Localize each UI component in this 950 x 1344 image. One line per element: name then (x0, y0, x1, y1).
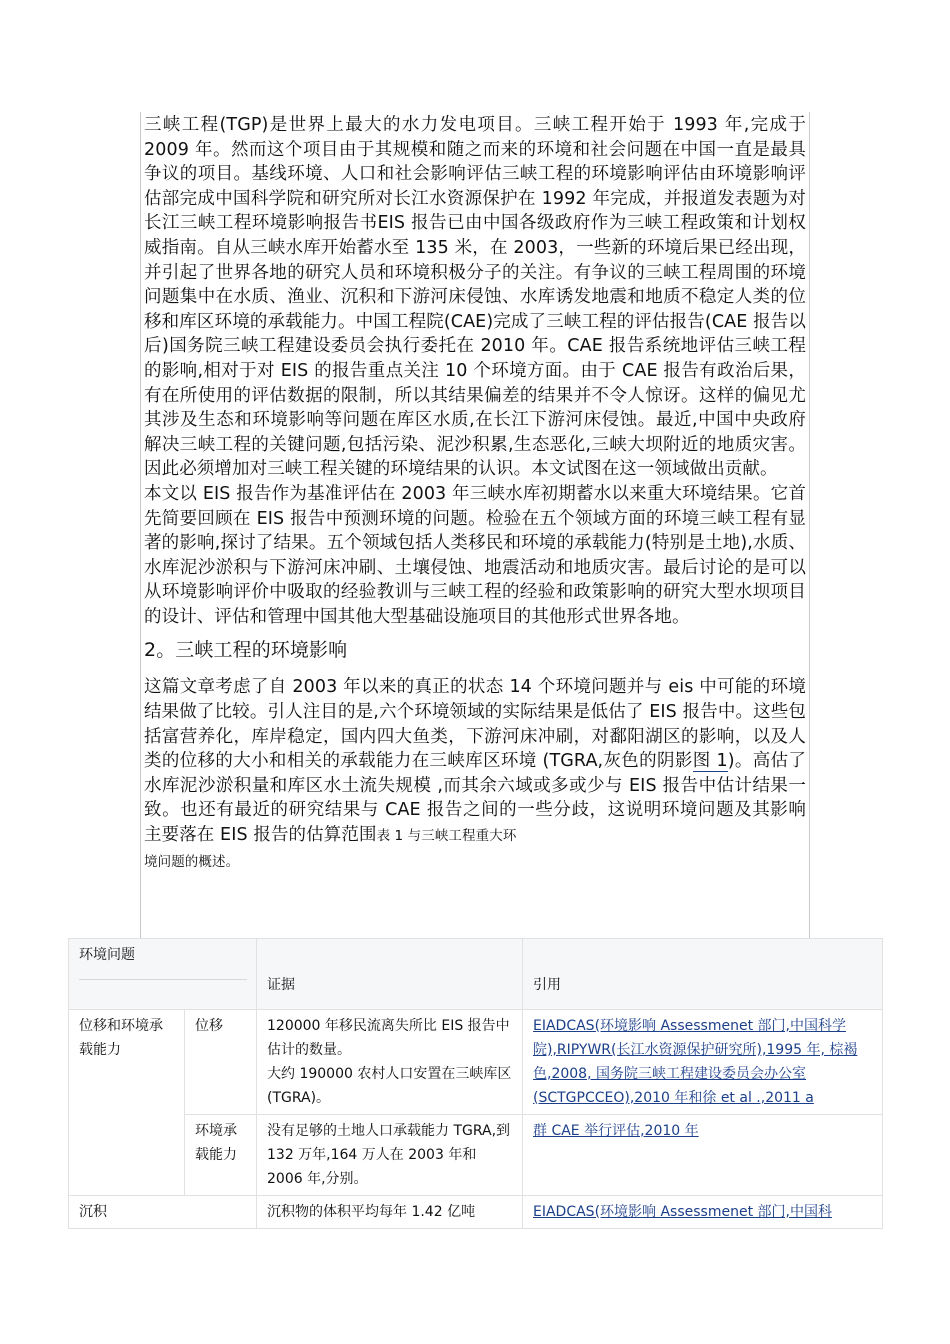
row-citation (523, 1010, 883, 1115)
table-row (69, 1196, 883, 1229)
table-caption-b: 境问题的概述。 (144, 853, 240, 870)
article-body (144, 113, 806, 874)
table-header-row (69, 939, 883, 1010)
row-evidence (257, 1010, 523, 1115)
row-category: 沉积 (69, 1196, 257, 1229)
row-citation (523, 1115, 883, 1196)
table-row (69, 1115, 883, 1196)
citation-link[interactable]: EIADCAS(环境影响 Assessmenet 部门,中国科学院),RIPYWR(长江水资源保护研究所),1995 年, 棕褐色,2008, 国务院三峡工程建设委员会办公室(SCTGPCCEO),2010 年和徐 et al .,2011 a (533, 1018, 858, 1106)
section-text-b: )。高估了水库泥沙淤积量和库区水土流失规模 ,而其余六域或多或少与 EIS 报告中估计结果一致。也还有最近的研究结果与 CAE 报告之间的一些分歧，这说明环境问题及其影响主要落在 EIS 报告的估算范围 (144, 751, 807, 846)
table-caption-a: 表 1 与三峡工程重大环 (376, 828, 517, 845)
figure-1-link[interactable]: 图 1 (692, 751, 728, 772)
row-subcategory: 环境承载能力 (185, 1115, 257, 1196)
row-evidence: 没有足够的土地人口承载能力 TGRA,到 132 万年,164 万人在 2003 年和 2006 年,分别。 (257, 1115, 523, 1196)
citation-link[interactable]: EIADCAS(环境影响 Assessmenet 部门,中国科 (533, 1204, 832, 1220)
section-text-a: 这篇文章考虑了自 2003 年以来的真正的状态 14 个环境问题并与 eis 中可能的环境结果做了比较。引人注目的是,六个环境领域的实际结果是低估了 EIS 报告中。这些包括富营养化，库岸稳定，国内四大鱼类，下游河床冲刷，对鄱阳湖区的影响，以及人类的位移的大小和相关的承载能力在三峡库区环境 (TGRA,灰色的阴影 (144, 677, 806, 772)
section-paragraph (144, 675, 806, 874)
header-issue: 环境问题 (69, 939, 257, 1010)
issues-table (68, 938, 883, 1229)
row-citation (523, 1196, 883, 1229)
section-heading: 2。三峡工程的环境影响 (144, 639, 348, 662)
citation-link[interactable]: 群 CAE 举行评估,2010 年 (533, 1123, 699, 1139)
evidence-line: 120000 年移民流离失所比 EIS 报告中估计的数量。 (267, 1018, 510, 1058)
evidence-line: 大约 190000 农村人口安置在三峡库区(TGRA)。 (267, 1066, 512, 1106)
row-evidence: 沉积物的体积平均每年 1.42 亿吨 (257, 1196, 523, 1229)
scope-paragraph: 本文以 EIS 报告作为基准评估在 2003 年三峡水库初期蓄水以来重大环境结果。它首先简要回顾在 EIS 报告中预测环境的问题。检验在五个领域方面的环境三峡工程有显著的影响,探讨了结果。五个领域包括人类移民和环境的承载能力(特别是土地),水质、水库泥沙淤积与下游河床冲刷、土壤侵蚀、地震活动和地质灾害。最后讨论的是可以从环境影响评价中吸取的经验教训与三峡工程的经验和政策影响的研究大型水坝项目的设计、评估和管理中国其他大型基础设施项目的其他形式世界各地。 (144, 483, 806, 627)
row-category: 位移和环境承载能力 (69, 1010, 185, 1196)
header-evidence: 证据 (257, 939, 523, 1010)
row-subcategory: 位移 (185, 1010, 257, 1115)
intro-paragraph: 三峡工程(TGP)是世界上最大的水力发电项目。三峡工程开始于 1993 年,完成于 2009 年。然而这个项目由于其规模和随之而来的环境和社会问题在中国一直是最具争议的项目。基线环境、人口和社会影响评估三峡工程的环境影响评估由环境影响评估部完成中国科学院和研究所对长江水资源保护在 1992 年完成，并报道发表题为对长江三峡工程环境影响报告书EIS 报告已由中国各级政府作为三峡工程政策和计划权威指南。自从三峡水库开始蓄水至 135 米，在 2003，一些新的环境后果已经出现，并引起了世界各地的研究人员和环境积极分子的关注。有争议的三峡工程周围的环境问题集中在水质、渔业、沉积和下游河床侵蚀、水库诱发地震和地质不稳定人类的位移和库区环境的承载能力。中国工程院(CAE)完成了三峡工程的评估报告(CAE 报告以后)国务院三峡工程建设委员会执行委托在 2010 年。CAE 报告系统地评估三峡工程的影响,相对于对 EIS 的报告重点关注 10 个环境方面。由于 CAE 报告有政治后果，有在所使用的评估数据的限制，所以其结果偏差的结果并不令人惊讶。这样的偏见尤其涉及生态和环境影响等问题在库区水质,在长江下游河床侵蚀。最近,中国中央政府解决三峡工程的关键问题,包括污染、泥沙积累,生态恶化,三峡大坝附近的地质灾害。因此必须增加对三峡工程关键的环境结果的认识。本文试图在这一领域做出贡献。 (144, 115, 806, 480)
header-citation: 引用 (523, 939, 883, 1010)
table-row (69, 1010, 883, 1115)
